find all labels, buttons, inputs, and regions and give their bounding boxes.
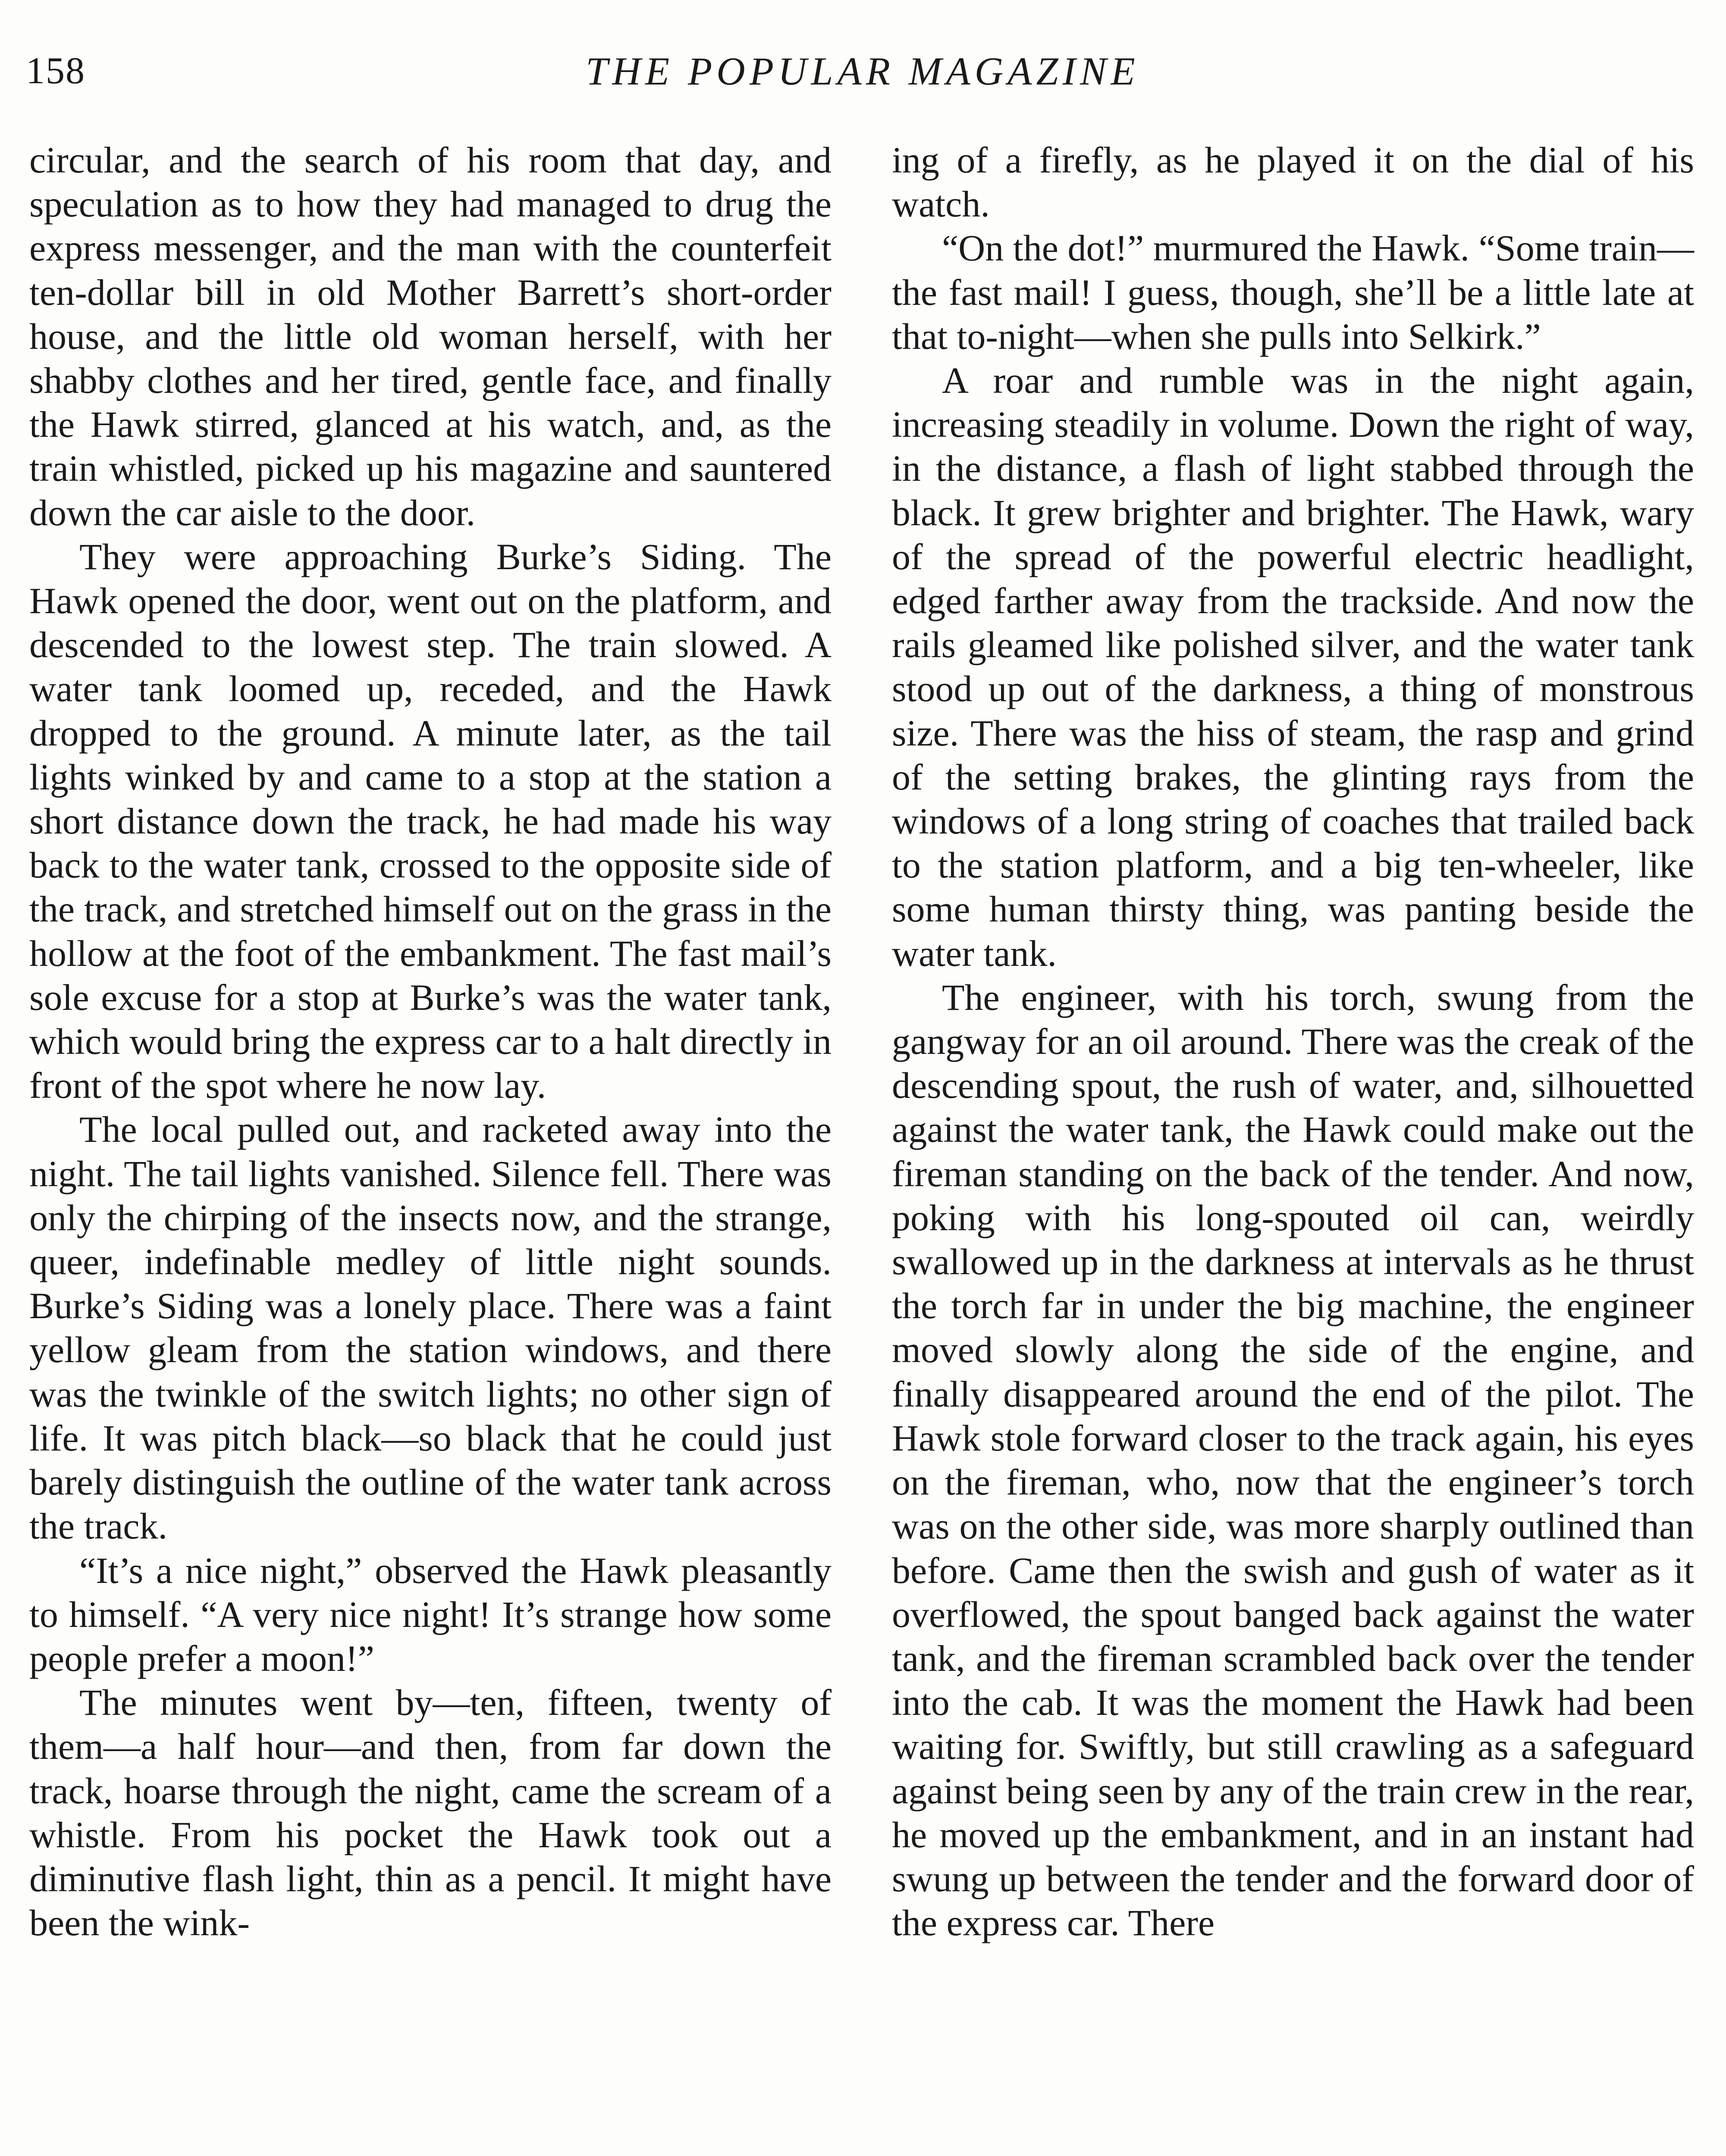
- paragraph: A roar and rumble was in the night again, increasing steadily in volume. Down the right of way, in the distance, a flash of light stabbed through the black. It grew brighter and brighter. The Hawk, wary of the spread of the powerful electric headlight, edged farther away from the trackside. And now the rails gleamed like polished silver, and the water tank stood up out of the darkness, a thing of monstrous size. There was the hiss of steam, the rasp and grind of the setting brakes, the glinting rays from the windows of a long string of coaches that trailed back to the station platform, and a big ten-wheeler, like some human thirsty thing, was panting beside the water tank.: [892, 360, 1694, 974]
- paragraph: circular, and the search of his room that day, and speculation as to how they had managed to drug the express messenger, and the man with the counterfeit ten-dollar bill in old Mother Barrett’s short-order house, and the little old woman herself, with her shabby clothes and her tired, gentle face, and finally the Hawk stirred, glanced at his watch, and, as the train whistled, picked up his magazine and sauntered down the car aisle to the door.: [29, 139, 832, 533]
- paragraph: “On the dot!” murmured the Hawk. “Some train—the fast mail! I guess, though, she’ll be a little late at that to-night—when she pulls into Selkirk.”: [892, 227, 1694, 357]
- page-header: [26, 47, 1699, 95]
- left-column: [29, 138, 832, 1945]
- paragraph: The local pulled out, and racketed away into the night. The tail lights vanished. Silence fell. There was only the chirping of the insects now, and the strange, queer, indefinable medley of little night sounds. Burke’s Siding was a lonely place. There was a faint yellow gleam from the station windows, and there was the twinkle of the switch lights; no other sign of life. It was pitch black—so black that he could just barely distinguish the outline of the water tank across the track.: [29, 1109, 832, 1547]
- text-columns: [29, 138, 1703, 2156]
- right-column: [892, 138, 1694, 1945]
- running-head: THE POPULAR MAGAZINE: [586, 49, 1139, 93]
- paragraph: The engineer, with his torch, swung from the gangway for an oil around. There was the creak of the descending spout, the rush of water, and, silhouetted against the water tank, the Hawk could make out the fireman standing on the back of the tender. And now, poking with his long-spouted oil can, weirdly swallowed up in the darkness at intervals as he thrust the torch far in under the big machine, the engineer moved slowly along the side of the engine, and finally disappeared around the end of the pilot. The Hawk stole forward closer to the track again, his eyes on the fireman, who, now that the engineer’s torch was on the other side, was more sharply outlined than before. Came then the swish and gush of water as it overflowed, the spout banged back against the water tank, and the fireman scrambled back over the tender into the cab. It was the moment the Hawk had been waiting for. Swiftly, but still crawling as a safeguard against being seen by any of the train crew in the rear, he moved up the embankment, and in an instant had swung up between the tender and the forward door of the express car. There: [892, 976, 1694, 1944]
- paragraph: They were approaching Burke’s Siding. The Hawk opened the door, went out on the platform, and descended to the lowest step. The train slowed. A water tank loomed up, receded, and the Hawk dropped to the ground. A minute later, as the tail lights winked by and came to a stop at the station a short distance down the track, he had made his way back to the water tank, crossed to the opposite side of the track, and stretched himself out on the grass in the hollow at the foot of the embankment. The fast mail’s sole excuse for a stop at Burke’s was the water tank, which would bring the express car to a halt directly in front of the spot where he now lay.: [29, 536, 832, 1106]
- paragraph: The minutes went by—ten, fifteen, twenty of them—a half hour—and then, from far down the track, hoarse through the night, came the scream of a whistle. From his pocket the Hawk took out a diminutive flash light, thin as a pencil. It might have been the wink-: [29, 1682, 832, 1944]
- paragraph: ing of a firefly, as he played it on the dial of his watch.: [892, 139, 1694, 225]
- page-number: 158: [26, 50, 85, 92]
- paragraph: “It’s a nice night,” observed the Hawk pleasantly to himself. “A very nice night! It’s strange how some people prefer a moon!”: [29, 1549, 832, 1679]
